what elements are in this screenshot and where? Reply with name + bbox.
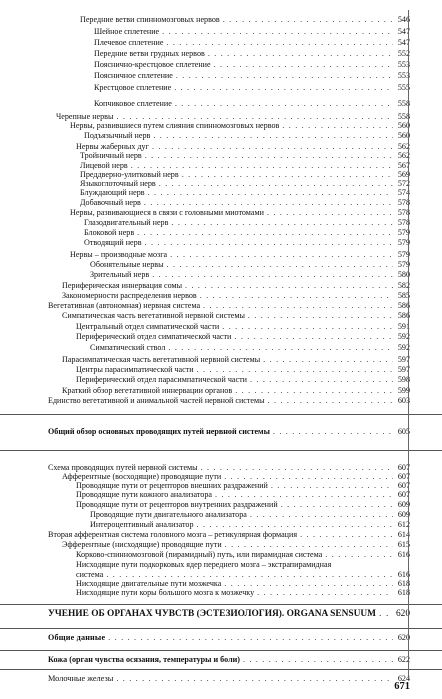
toc-entry	[62, 291, 410, 300]
toc-entry	[62, 311, 410, 320]
entry-title: Передние ветви грудных нервов	[94, 49, 205, 58]
toc-entry	[62, 281, 410, 290]
entry-page: 552	[397, 49, 410, 58]
entry-page: 620	[395, 609, 410, 619]
leader-dots	[197, 520, 393, 529]
leader-dots	[282, 121, 393, 130]
entry-page: 591	[397, 322, 410, 331]
leader-dots	[197, 365, 393, 374]
entry-title: Афферентные (восходящие) проводящие пути	[62, 472, 222, 481]
entry-page: 562	[397, 142, 410, 151]
leader-dots	[185, 281, 393, 290]
toc-entry	[76, 579, 410, 588]
leader-dots	[200, 291, 393, 300]
entry-title: Симпатическая часть вегетативной нервной системы	[62, 311, 245, 320]
leader-dots	[152, 142, 393, 151]
leader-dots	[167, 260, 393, 269]
toc-entry	[62, 540, 410, 549]
leader-dots	[243, 655, 393, 664]
toc-entry	[80, 170, 410, 179]
entry-page: 547	[397, 38, 410, 47]
toc-entry	[48, 301, 410, 310]
entry-title: Отводящий нерв	[84, 238, 142, 247]
toc-entry	[76, 375, 410, 384]
page-column-rule	[408, 628, 409, 650]
entry-page: 553	[397, 60, 410, 69]
entry-page: 622	[397, 655, 410, 664]
entry-page: 585	[397, 291, 410, 300]
leader-dots	[379, 609, 393, 620]
entry-page: 597	[397, 355, 410, 364]
toc-entry	[80, 179, 410, 188]
leader-dots	[300, 530, 393, 539]
entry-page: 553	[397, 71, 410, 80]
leader-dots	[201, 463, 393, 472]
entry-title: Нервы – производные мозга	[70, 250, 168, 259]
toc-entry	[94, 99, 410, 108]
leader-dots	[152, 270, 393, 279]
toc-entry	[90, 343, 410, 352]
toc-entry	[70, 121, 410, 130]
entry-page: 562	[397, 151, 410, 160]
entry-title: Языкоглоточный нерв	[80, 179, 156, 188]
toc-entry	[62, 386, 410, 395]
entry-title: Обонятельные нервы	[90, 260, 164, 269]
entry-title: Проводящие пути от рецепторов внешних раздражений	[76, 481, 268, 490]
leader-dots	[162, 27, 393, 36]
entry-page: 567	[397, 161, 410, 170]
leader-dots	[175, 99, 393, 108]
entry-title: Лицевой нерв	[80, 161, 128, 170]
entry-page: 586	[397, 301, 410, 310]
entry-title: Крестцовое сплетение	[94, 83, 172, 92]
entry-page: 609	[397, 510, 410, 519]
leader-dots	[144, 198, 393, 207]
entry-title: Черепные нервы	[56, 112, 114, 121]
toc-entry	[62, 472, 410, 481]
toc-entry	[48, 530, 410, 539]
toc-entry	[84, 228, 410, 237]
page-column-rule	[408, 414, 409, 450]
entry-title: Нисходящие пути подкорковых ядер переднего мозга – экстрапирамидная	[76, 560, 332, 569]
entry-title: Симпатический ствол	[90, 343, 166, 352]
entry-page: 624	[397, 674, 410, 683]
entry-page: 546	[397, 15, 410, 24]
leader-dots	[214, 60, 393, 69]
entry-title: Общий обзор основных проводящих путей нервной системы	[48, 427, 270, 436]
entry-title: Общие данные	[48, 633, 106, 642]
entry-title: Нервы, развившиеся путем слияния спинномозговых нервов	[70, 121, 280, 130]
leader-dots	[224, 579, 393, 588]
leader-dots	[263, 355, 393, 364]
leader-dots	[257, 588, 393, 597]
entry-title: Подъязычный нерв	[84, 131, 151, 140]
page-column-rule	[408, 450, 409, 604]
entry-title: Преддверно-улитковый нерв	[80, 170, 179, 179]
toc-entry	[90, 270, 410, 279]
toc-entry	[80, 151, 410, 160]
toc-entry-bold	[48, 427, 410, 436]
entry-page: 597	[397, 365, 410, 374]
entry-page: 599	[397, 386, 410, 395]
entry-page: 607	[397, 481, 410, 490]
entry-title: Краткий обзор вегетативной иннервации органов	[62, 386, 233, 395]
entry-page: 560	[397, 121, 410, 130]
entry-title: Интероцептивный анализатор	[90, 520, 194, 529]
leader-dots	[176, 71, 393, 80]
entry-title: УЧЕНИЕ ОБ ОРГАНАХ ЧУВСТВ (ЭСТЕЗИОЛОГИЯ). ORGANA SENSUUM	[48, 609, 376, 619]
leader-dots	[267, 208, 393, 217]
entry-page: 620	[397, 633, 410, 642]
toc-entry	[80, 188, 410, 197]
toc-entry	[90, 520, 410, 529]
toc-entry	[48, 674, 410, 683]
leader-dots	[137, 228, 393, 237]
toc-entry	[94, 71, 410, 80]
entry-title: Поясничное сплетение	[94, 71, 173, 80]
toc-entry	[70, 208, 410, 217]
toc-entry	[76, 588, 410, 597]
entry-page: 558	[397, 112, 410, 121]
entry-page: 547	[397, 27, 410, 36]
entry-page: 616	[397, 550, 410, 559]
entry-title: Единство вегетативной и анимальной частей нервной системы	[48, 396, 265, 405]
entry-page: 579	[397, 260, 410, 269]
leader-dots	[106, 570, 393, 579]
toc-entry	[94, 49, 410, 58]
entry-page: 607	[397, 463, 410, 472]
toc-entry	[76, 142, 410, 151]
leader-dots	[145, 238, 393, 247]
toc-entry-bold	[48, 655, 410, 664]
entry-title: Нервы, развивающиеся в связи с головными миотомами	[70, 208, 264, 217]
toc-entry	[48, 396, 410, 405]
toc-entry	[76, 332, 410, 341]
leader-dots	[271, 481, 393, 490]
leader-dots	[153, 131, 393, 140]
toc-entry	[84, 218, 410, 227]
entry-title: Периферический отдел симпатической части	[76, 332, 232, 341]
toc-entry	[76, 570, 410, 579]
entry-title: Зрительный нерв	[90, 270, 150, 279]
toc-entry	[76, 560, 410, 569]
entry-title: Периферическая иннервация сомы	[62, 281, 183, 290]
entry-title: Пояснично-крестцовое сплетение	[94, 60, 211, 69]
toc-entry	[80, 161, 410, 170]
leader-dots	[148, 188, 393, 197]
leader-dots	[225, 540, 393, 549]
toc-entry	[70, 250, 410, 259]
entry-page: 560	[397, 131, 410, 140]
entry-page: 586	[397, 311, 410, 320]
page-column-rule	[408, 650, 409, 669]
entry-page: 612	[397, 520, 410, 529]
entry-page: 618	[397, 588, 410, 597]
section-divider	[0, 669, 442, 670]
entry-page: 578	[397, 218, 410, 227]
leader-dots	[168, 343, 393, 352]
entry-title: Парасимпатическая часть вегетативной нервной системы	[62, 355, 261, 364]
toc-entry	[56, 112, 410, 121]
entry-page: 579	[397, 238, 410, 247]
entry-title: Глазодвигательный нерв	[84, 218, 169, 227]
toc-section-heading	[48, 609, 410, 620]
entry-page: 572	[397, 179, 410, 188]
leader-dots	[203, 301, 393, 310]
leader-dots	[170, 250, 393, 259]
entry-title: Центральный отдел симпатической части	[76, 322, 220, 331]
entry-page: 618	[397, 579, 410, 588]
entry-title: Закономерности распределения нервов	[62, 291, 197, 300]
leader-dots	[223, 15, 393, 24]
toc-entry	[76, 365, 410, 374]
section-divider	[0, 604, 442, 605]
toc-entry	[76, 500, 410, 509]
entry-page: 605	[397, 427, 410, 436]
toc-entry	[80, 198, 410, 207]
page-column-rule	[408, 604, 409, 628]
toc-entry	[94, 38, 410, 47]
entry-page: 607	[397, 472, 410, 481]
entry-page: 615	[397, 540, 410, 549]
entry-title: Проводящие пути от рецепторов внутренних раздражений	[76, 500, 278, 509]
section-divider	[0, 650, 442, 651]
leader-dots	[108, 633, 393, 642]
entry-page: 598	[397, 375, 410, 384]
toc-entry	[76, 322, 410, 331]
toc-entry	[84, 238, 410, 247]
entry-page: 592	[397, 343, 410, 352]
entry-title: система	[76, 570, 104, 579]
toc-entry	[48, 463, 410, 472]
leader-dots	[248, 311, 393, 320]
leader-dots	[131, 161, 393, 170]
entry-title: Проводящие пути кожного анализатора	[76, 490, 212, 499]
section-divider	[0, 414, 442, 415]
entry-title: Схема проводящих путей нервной системы	[48, 463, 198, 472]
entry-title: Корково-спинномозговой (пирамидный) путь, или пирамидная система	[76, 550, 323, 559]
page-number: 671	[394, 681, 410, 692]
entry-title: Передние ветви спинномозговых нервов	[80, 15, 220, 24]
entry-page: 592	[397, 332, 410, 341]
entry-page: 614	[397, 530, 410, 539]
leader-dots	[281, 500, 393, 509]
entry-page: 558	[397, 99, 410, 108]
leader-dots	[235, 386, 393, 395]
entry-title: Молочные железы	[48, 674, 114, 683]
leader-dots	[208, 49, 393, 58]
entry-title: Кожа (орган чувства осязания, температуры и боли)	[48, 655, 240, 664]
entry-title: Нервы жаберных дуг	[76, 142, 149, 151]
entry-page: 579	[397, 250, 410, 259]
entry-page: 607	[397, 490, 410, 499]
entry-title: Эфферентные (нисходящие) проводящие пути	[62, 540, 222, 549]
entry-page: 609	[397, 500, 410, 509]
toc-entry	[84, 131, 410, 140]
leader-dots	[174, 83, 393, 92]
page-column-rule	[408, 669, 409, 679]
entry-title: Нисходящие двигательные пути мозжечка	[76, 579, 222, 588]
toc-entry	[76, 481, 410, 490]
entry-title: Плечевое сплетение	[94, 38, 164, 47]
leader-dots	[145, 151, 393, 160]
entry-page: 574	[397, 188, 410, 197]
toc-entry	[76, 490, 410, 499]
toc-entry	[90, 260, 410, 269]
entry-page: 578	[397, 208, 410, 217]
entry-page: 603	[397, 396, 410, 405]
leader-dots	[159, 179, 393, 188]
entry-page: 555	[397, 83, 410, 92]
leader-dots	[325, 550, 393, 559]
toc-entry	[94, 27, 410, 36]
toc-entry	[76, 550, 410, 559]
entry-title: Добавочный нерв	[80, 198, 141, 207]
entry-page: 582	[397, 281, 410, 290]
entry-title: Копчиковое сплетение	[94, 99, 172, 108]
entry-page: 578	[397, 198, 410, 207]
leader-dots	[171, 218, 393, 227]
leader-dots	[182, 170, 393, 179]
entry-title: Центры парасимпатической части	[76, 365, 194, 374]
entry-title: Вегетативная (автономная) нервная система	[48, 301, 201, 310]
entry-title: Вторая афферентная система головного мозга – ретикулярная формация	[48, 530, 298, 539]
entry-title: Шейное сплетение	[94, 27, 160, 36]
entry-page: 616	[397, 570, 410, 579]
leader-dots	[250, 510, 393, 519]
leader-dots	[273, 427, 393, 436]
toc-entry	[94, 60, 410, 69]
section-divider	[0, 628, 442, 629]
entry-page: 579	[397, 228, 410, 237]
entry-title: Периферический отдел парасимпатической части	[76, 375, 247, 384]
toc-entry	[90, 510, 410, 519]
entry-page: 580	[397, 270, 410, 279]
toc-entry-bold	[48, 633, 410, 642]
entry-title: Нисходящие пути коры большого мозга к мозжечку	[76, 588, 255, 597]
leader-dots	[224, 472, 393, 481]
leader-dots	[222, 322, 393, 331]
section-divider	[0, 450, 442, 451]
entry-title: Блуждающий нерв	[80, 188, 145, 197]
leader-dots	[250, 375, 393, 384]
page-column-rule	[408, 10, 409, 414]
leader-dots	[166, 38, 393, 47]
toc-entry	[80, 15, 410, 24]
leader-dots	[116, 112, 393, 121]
toc-entry	[94, 83, 410, 92]
entry-title: Проводящие пути двигательного анализатора	[90, 510, 247, 519]
leader-dots	[215, 490, 393, 499]
entry-page: 569	[397, 170, 410, 179]
leader-dots	[116, 674, 393, 683]
entry-title: Блоковой нерв	[84, 228, 135, 237]
leader-dots	[234, 332, 393, 341]
toc-entry	[62, 355, 410, 364]
leader-dots	[268, 396, 393, 405]
entry-title: Тройничный нерв	[80, 151, 142, 160]
